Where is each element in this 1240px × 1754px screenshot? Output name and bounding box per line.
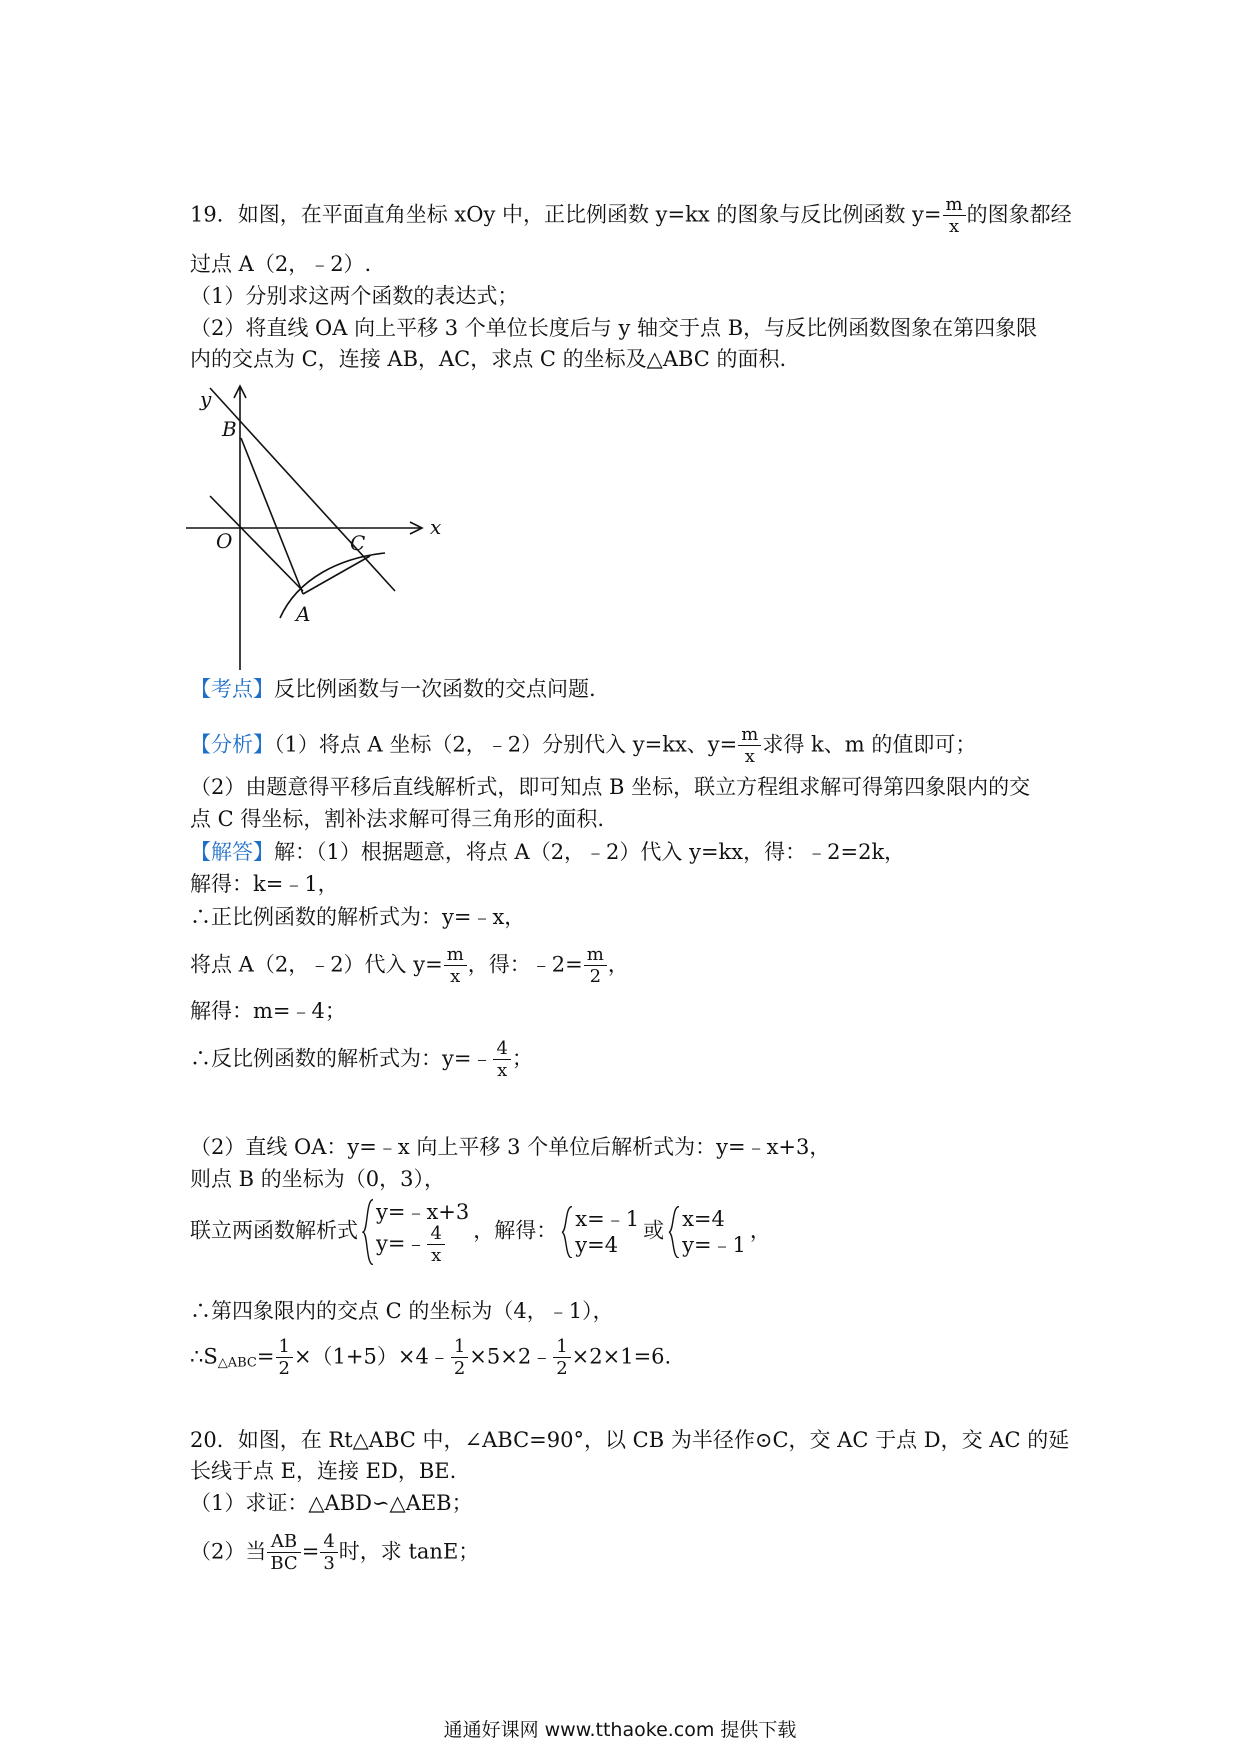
- fenxi-text: （1）将点 A 坐标（2，﹣2）分别代入 y=kx、y=: [274, 732, 738, 757]
- jieda-line-9: [190, 1199, 771, 1265]
- fenxi-text: 求得 k、m 的值即可；: [762, 732, 977, 757]
- q20-line-1: 20．如图，在 Rt△ABC 中，∠ABC=90°，以 CB 为半径作⊙C，交 AC 于点 D，交 AC 的延: [190, 1428, 1070, 1452]
- jieda-text: 将点 A（2，﹣2）代入 y=: [190, 952, 443, 977]
- fraction: $\frac{4}{x}$: [427, 1225, 444, 1265]
- fraction: $\frac{m}{2}$: [584, 946, 607, 986]
- fraction: $\frac{m}{x}$: [943, 196, 966, 236]
- q20-text: （2）当: [190, 1539, 267, 1564]
- jieda-text: ，: [749, 1218, 771, 1243]
- jieda-line-10: ∴第四象限内的交点 C 的坐标为（4，﹣1），: [190, 1299, 614, 1323]
- q19-line-2: 过点 A（2，﹣2）.: [190, 252, 372, 276]
- line-bc: [210, 388, 395, 591]
- fraction: $\frac{4}{x}$: [493, 1040, 510, 1080]
- jieda-line-4: [190, 946, 629, 986]
- jieda-line-6: [190, 1040, 533, 1080]
- fenxi-line-3: 点 C 得坐标，割补法求解可得三角形的面积.: [190, 807, 605, 831]
- equation-system-2: x=﹣1 y=4: [561, 1206, 639, 1259]
- equation-system-3: x=4 y=﹣1: [668, 1206, 746, 1259]
- kaodian-line: [190, 675, 596, 703]
- jieda-line-7: （2）直线 OA：y=﹣x 向上平移 3 个单位后解析式为：y=﹣x+3，: [190, 1135, 831, 1159]
- label-b: B: [222, 417, 237, 441]
- brace-icon: [362, 1199, 374, 1265]
- jieda-line-11: $\therefore S_{\triangle ABC}=$ $\frac{1}{2}$ ×（1+5）×4﹣ $\frac{1}{2}$ ×5×2﹣ $\frac{1}{2}$ ×2×1=6.: [190, 1336, 672, 1379]
- q20-line-3: （1）求证：△ABD∽△AEB；: [190, 1491, 473, 1515]
- q20-line-2: 长线于点 E，连接 ED，BE.: [190, 1459, 457, 1483]
- jieda-text: ，: [607, 952, 629, 977]
- fraction: $\frac{1}{2}$: [553, 1338, 570, 1378]
- label-x: x: [430, 515, 442, 539]
- fenxi-line-2: （2）由题意得平移后直线解析式，即可知点 B 坐标，联立方程组求解可得第四象限内的交: [190, 775, 1031, 799]
- jieda-text: ，得：﹣2=: [467, 952, 583, 977]
- jieda-tag: 【解答】: [190, 840, 274, 864]
- jieda-text: ∴S: [190, 1344, 218, 1369]
- jieda-line-5: 解得：m=﹣4；: [190, 999, 346, 1023]
- fraction: $\frac{1}{2}$: [451, 1338, 468, 1378]
- q19-text: 的图象都经: [966, 202, 1072, 227]
- q20-line-4: （2）当 $\frac{AB}{BC}$ = $\frac{4}{3}$ 时，求 tanE；: [190, 1531, 480, 1574]
- fraction: $\frac{4}{3}$: [320, 1533, 337, 1573]
- label-y: y: [200, 387, 212, 411]
- jieda-text: ，解得：: [473, 1218, 558, 1243]
- jieda-line-2: 解得：k=﹣1，: [190, 872, 339, 896]
- label-c: C: [350, 531, 366, 555]
- q19-line-3: （1）分别求这两个函数的表达式；: [190, 284, 519, 308]
- equation-system-1: y=﹣x+3 y=﹣ $\frac{4}{x}$: [362, 1199, 469, 1265]
- fraction: $\frac{m}{x}$: [444, 946, 467, 986]
- jieda-line-3: ∴正比例函数的解析式为：y=﹣x，: [190, 905, 526, 929]
- page-footer: 通通好课网 www.tthaoke.com 提供下载: [443, 1719, 797, 1741]
- fraction: $\frac{m}{x}$: [738, 726, 761, 766]
- kaodian-tag: 【考点】: [190, 677, 274, 701]
- jieda-text: ∴反比例函数的解析式为：y=﹣: [190, 1046, 493, 1071]
- jieda-line-1: [190, 838, 905, 866]
- q19-line-5: 内的交点为 C，连接 AB，AC，求点 C 的坐标及△ABC 的面积.: [190, 347, 787, 371]
- fenxi-tag: 【分析】: [190, 732, 274, 757]
- fraction: $\frac{AB}{BC}$: [267, 1533, 300, 1573]
- fenxi-line-1: [190, 726, 976, 766]
- segment-ac: [303, 556, 370, 594]
- q19-line-1: [190, 196, 1072, 236]
- jieda-text: ；: [511, 1046, 533, 1071]
- jieda-text: 解：（1）根据题意，将点 A（2，﹣2）代入 y=kx，得：﹣2=2k，: [274, 840, 906, 864]
- brace-icon: [668, 1206, 680, 1259]
- q20-text: 时，求 tanE；: [338, 1539, 480, 1564]
- jieda-text: 或: [643, 1218, 665, 1243]
- q19-text: 19．如图，在平面直角坐标 xOy 中，正比例函数 y=kx 的图象与反比例函数 y=: [190, 202, 942, 227]
- label-a: A: [296, 602, 311, 626]
- kaodian-text: 反比例函数与一次函数的交点问题.: [274, 677, 596, 701]
- coordinate-graph: [180, 378, 450, 670]
- jieda-line-8: 则点 B 的坐标为（0，3），: [190, 1167, 446, 1191]
- brace-icon: [561, 1206, 573, 1259]
- segment-ab: [241, 438, 303, 594]
- label-o: O: [216, 529, 233, 553]
- jieda-text: 联立两函数解析式: [190, 1218, 358, 1243]
- q19-line-4: （2）将直线 OA 向上平移 3 个单位长度后与 y 轴交于点 B，与反比例函数图象在第四象限: [190, 316, 1038, 340]
- fraction: $\frac{1}{2}$: [276, 1338, 293, 1378]
